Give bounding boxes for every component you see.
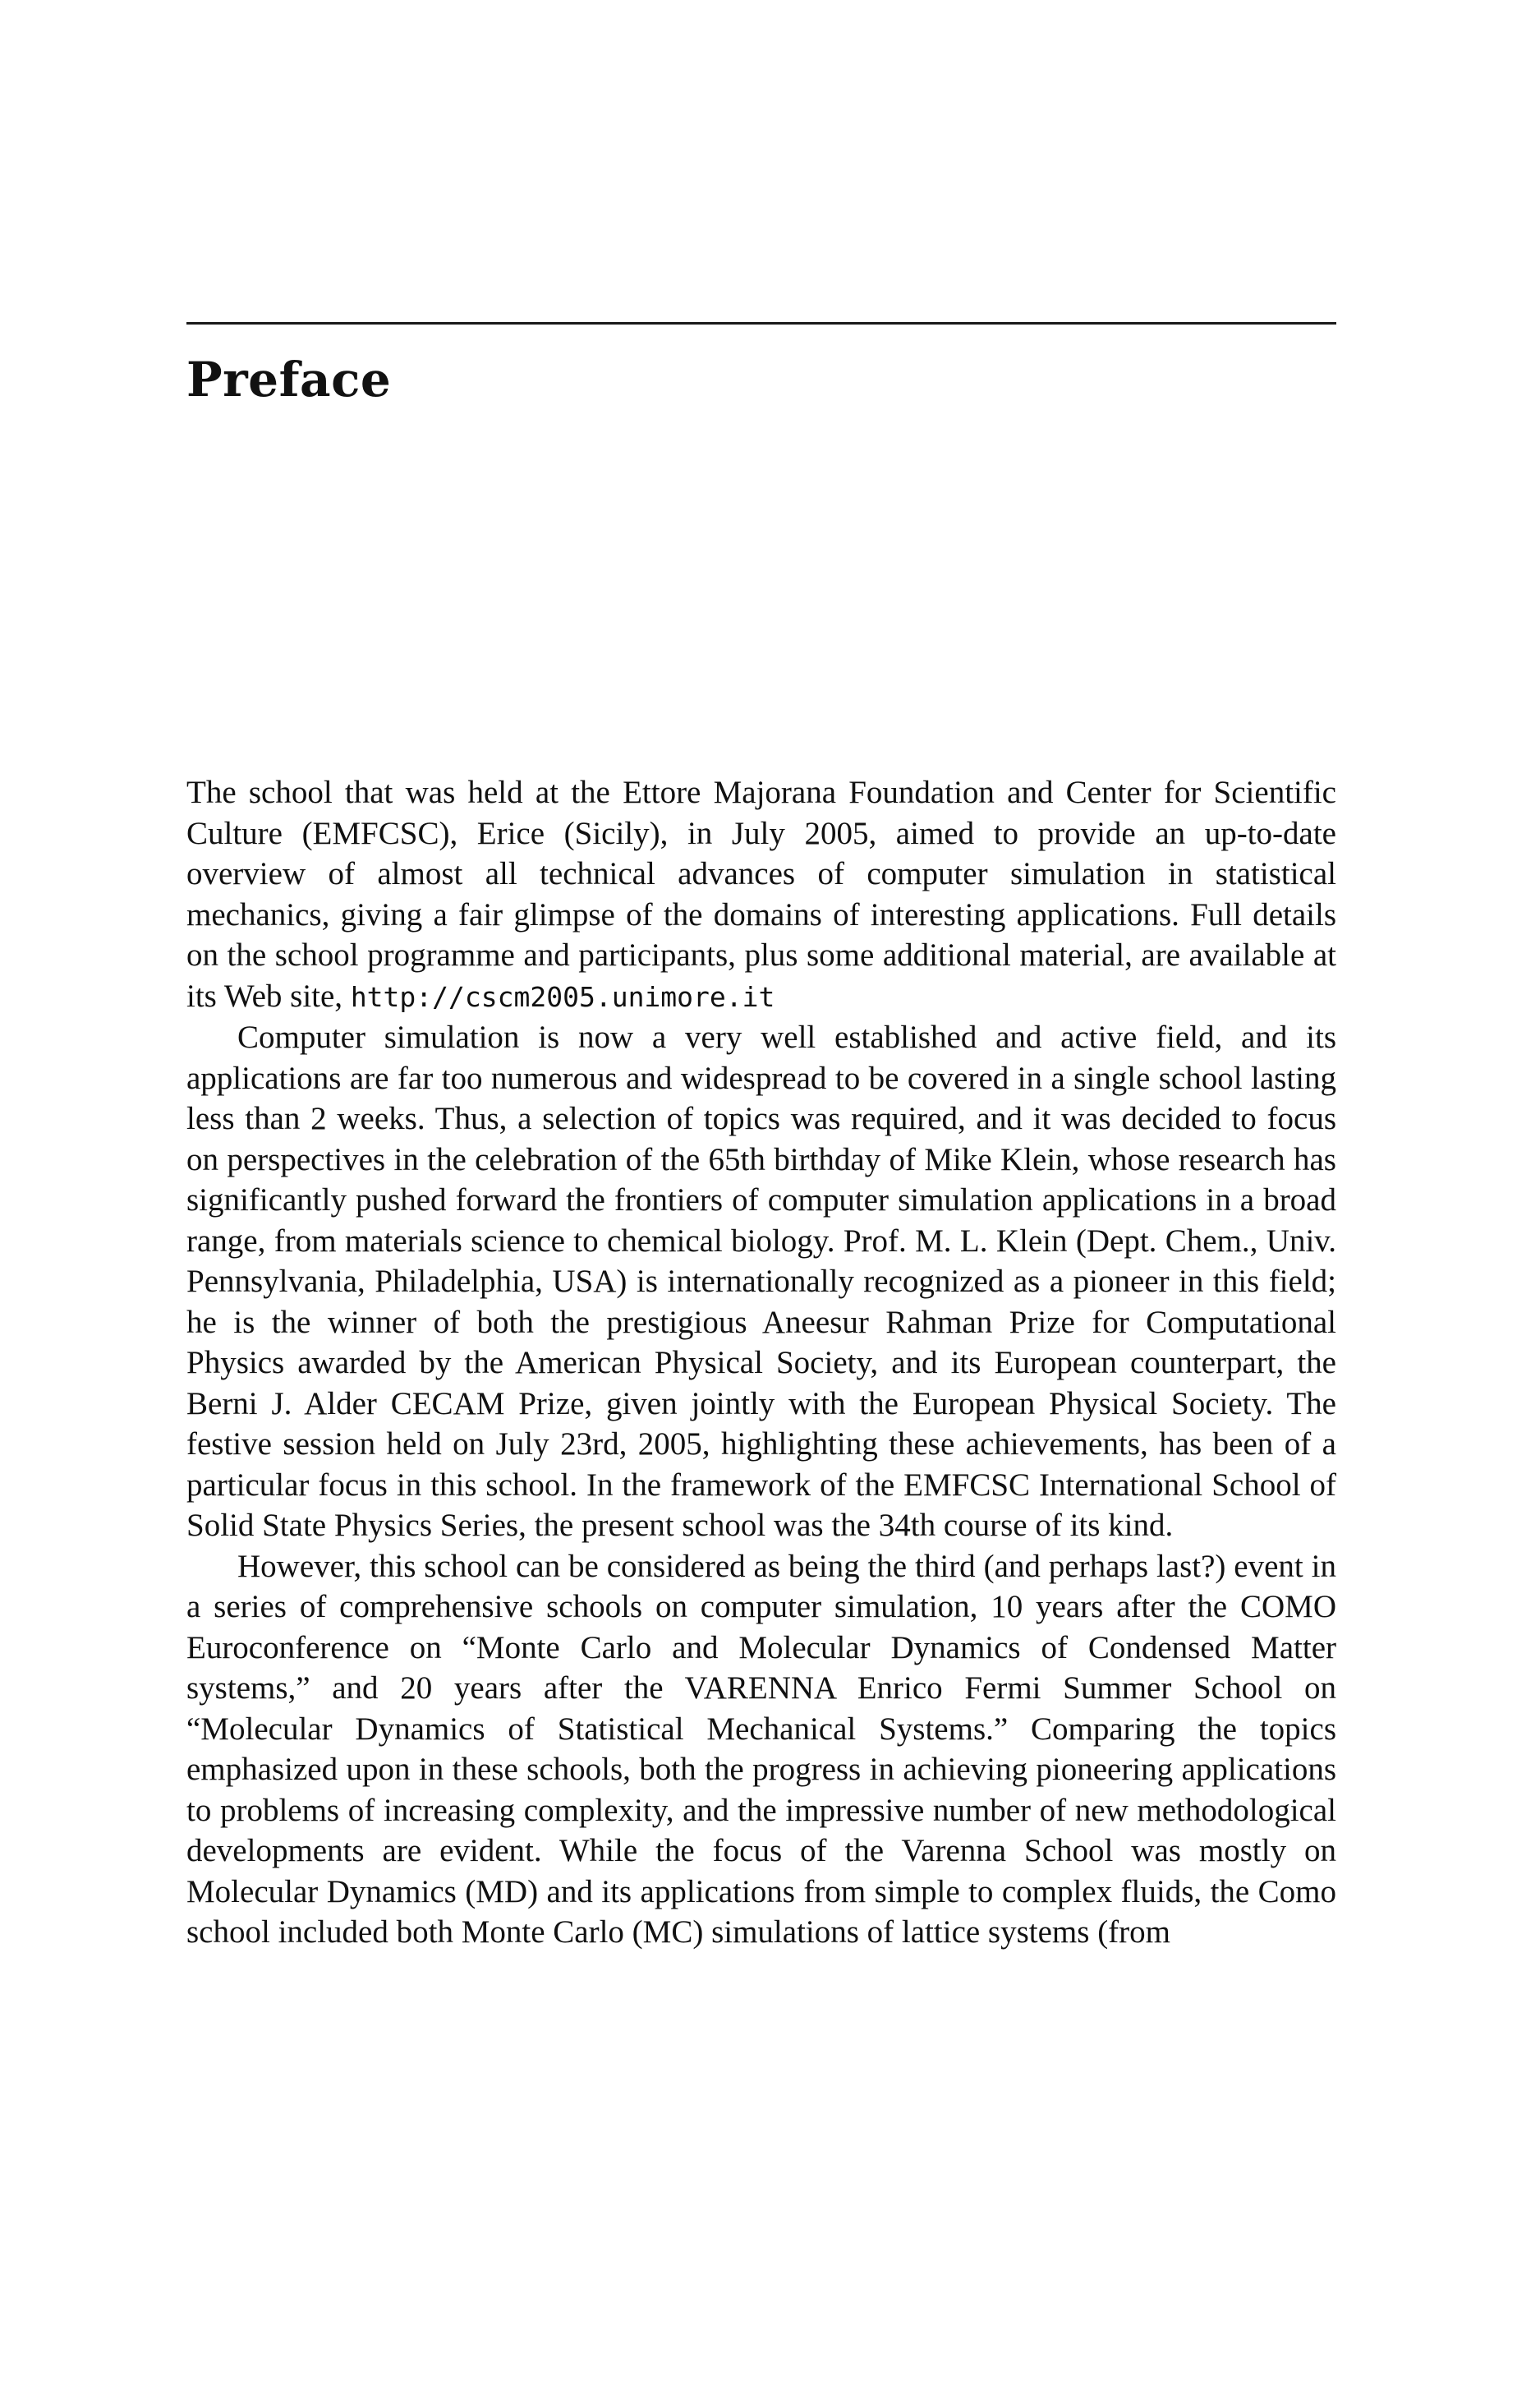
chapter-title: Preface (186, 352, 392, 408)
chapter-rule (186, 322, 1336, 325)
website-link[interactable]: http://cscm2005.unimore.it (350, 980, 775, 1013)
paragraph-2-text: Computer simulation is now a very well established and active field, and its applications are far too numerous and widespread to be covered in a single school lasting less than 2 weeks. Thus, a selection of topics was required, and it was decided to focus on perspectives in the celebration of the 65th birthday of Mike Klein, whose research has significantly pushed forward the frontiers of computer simulation applications in a broad range, from materials science to chemical biology. Prof. M. L. Klein (Dept. Chem., Univ. Pennsylvania, Philadelphia, USA) is internationally recognized as a pioneer in this field; he is the winner of both the prestigious Aneesur Rahman Prize for Computational Physics awarded by the American Physical Society, and its European counterpart, the Berni J. Alder CECAM Prize, given jointly with the European Physical Society. The festive session held on July 23rd, 2005, highlighting these achievements, has been of a particular focus in this school. In the framework of the EMFCSC International School of Solid State Physics Series, the present school was the 34th course of its kind. (186, 1020, 1336, 1543)
paragraph-1-text: The school that was held at the Ettore Majorana Foundation and Center for Scientific Culture (EMFCSC), Erice (Sicily), in July 2005, aimed to provide an up-to-date overview of almost all technical advances of computer simulation in statistical mechanics, giving a fair glimpse of the domains of interesting applications. Full details on the school programme and participants, plus some additional material, are available at its Web site, (186, 775, 1336, 1014)
paragraph-2 (186, 1017, 1336, 1546)
body-text (186, 772, 1336, 1953)
paragraph-3-text: However, this school can be considered as being the third (and perhaps last?) event in a series of comprehensive schools on computer simulation, 10 years after the COMO Euroconference on “Monte Carlo and Molecular Dynamics of Condensed Matter systems,” and 20 years after the VARENNA Enrico Fermi Summer School on “Molecular Dynamics of Statistical Mechanical Systems.” Comparing the topics emphasized upon in these schools, both the progress in achieving pioneering applications to problems of increasing complexity, and the impressive number of new methodological developments are evident. While the focus of the Varenna School was mostly on Molecular Dynamics (MD) and its applications from simple to complex fluids, the Como school included both Monte Carlo (MC) simulations of lattice systems (from (186, 1548, 1336, 1950)
paragraph-1 (186, 772, 1336, 1017)
paragraph-3 (186, 1546, 1336, 1953)
